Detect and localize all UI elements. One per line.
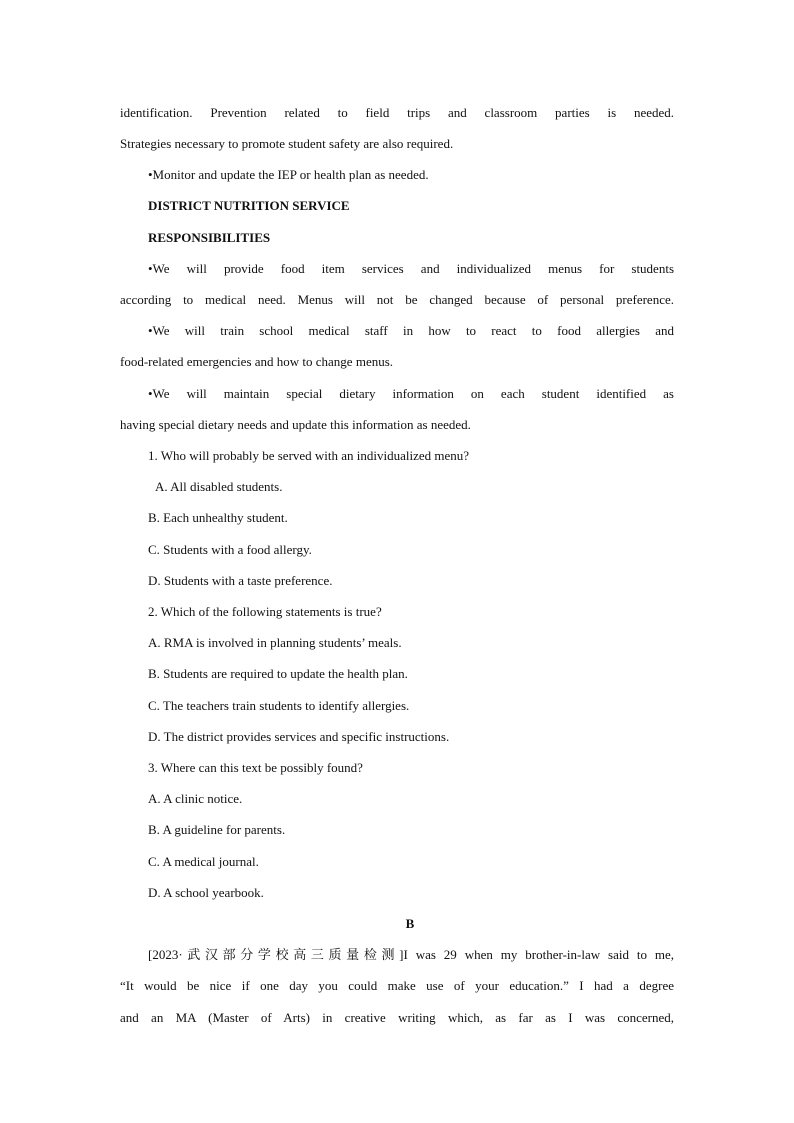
question-stem: 1. Who will probably be served with an individualized menu? bbox=[148, 448, 470, 463]
question-stem: 3. Where can this text be possibly found? bbox=[148, 760, 363, 775]
question-stem: 2. Which of the following statements is true? bbox=[148, 604, 382, 619]
passage-label: B bbox=[405, 916, 415, 931]
question-option: B. Each unhealthy student. bbox=[148, 510, 288, 525]
question-option: A. All disabled students. bbox=[155, 479, 283, 494]
paragraph-line: identification. Prevention related to field trips and classroom parties is needed. bbox=[120, 105, 674, 120]
question-option: B. Students are required to update the health plan. bbox=[148, 666, 408, 681]
paragraph-line: and an MA (Master of Arts) in creative writing which, as far as I was concerned, bbox=[120, 1010, 674, 1025]
question-option: C. The teachers train students to identify allergies. bbox=[148, 698, 410, 713]
bullet-continuation: having special dietary needs and update this information as needed. bbox=[120, 417, 471, 432]
section-subheading: RESPONSIBILITIES bbox=[148, 230, 271, 245]
question-option: C. A medical journal. bbox=[148, 854, 259, 869]
bullet-line: •We will provide food item services and individualized menus for students bbox=[148, 261, 674, 276]
question-option: D. Students with a taste preference. bbox=[148, 573, 333, 588]
bullet-continuation: according to medical need. Menus will not be changed because of personal preference. bbox=[120, 292, 674, 307]
bullet-monitor: •Monitor and update the IEP or health plan as needed. bbox=[148, 167, 429, 182]
question-option: D. A school yearbook. bbox=[148, 885, 264, 900]
paragraph-line: [2023·武汉部分学校高三质量检测]I was 29 when my brother-in-law said to me, bbox=[148, 947, 674, 962]
bullet-continuation: food-related emergencies and how to change menus. bbox=[120, 354, 394, 369]
paragraph-line: Strategies necessary to promote student safety are also required. bbox=[120, 136, 454, 151]
bullet-line: •We will maintain special dietary information on each student identified as bbox=[148, 386, 674, 401]
section-heading: DISTRICT NUTRITION SERVICE bbox=[148, 198, 350, 213]
question-option: A. RMA is involved in planning students’ meals. bbox=[148, 635, 402, 650]
bullet-line: •We will train school medical staff in how to react to food allergies and bbox=[148, 323, 674, 338]
question-option: A. A clinic notice. bbox=[148, 791, 243, 806]
question-option: D. The district provides services and specific instructions. bbox=[148, 729, 450, 744]
paragraph-line: “It would be nice if one day you could make use of your education.” I had a degree bbox=[120, 978, 674, 993]
question-option: B. A guideline for parents. bbox=[148, 822, 286, 837]
question-option: C. Students with a food allergy. bbox=[148, 542, 312, 557]
